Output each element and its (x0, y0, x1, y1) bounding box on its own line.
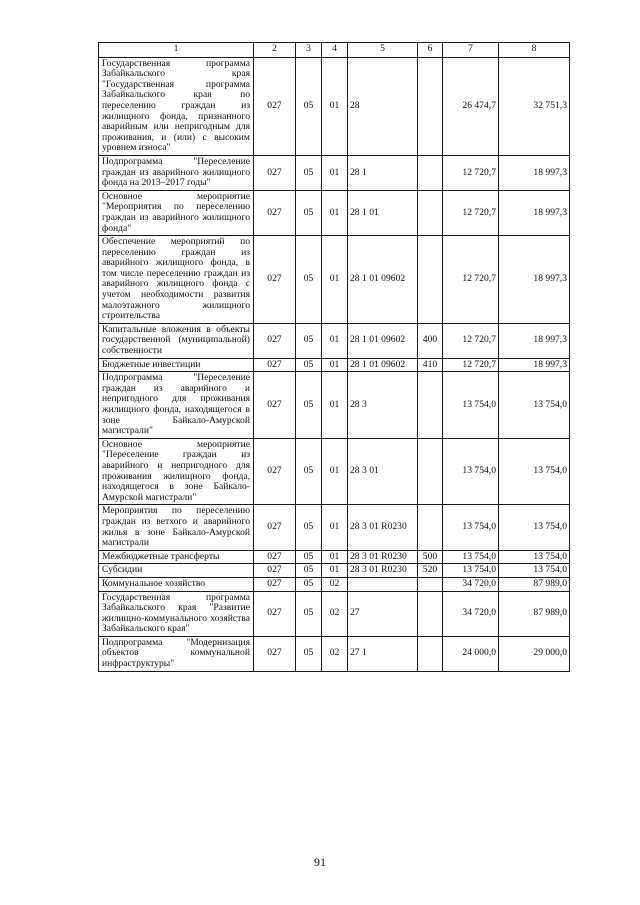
target-article-cell: 28 (348, 57, 418, 155)
amount-year-1-cell: 12 720,7 (443, 155, 499, 190)
expense-type-cell: 410 (418, 358, 443, 372)
item-name-cell: Межбюджетные трансферты (99, 550, 254, 564)
target-article-cell: 27 1 (348, 636, 418, 671)
target-article-cell: 28 3 01 R0230 (348, 550, 418, 564)
expense-type-cell (418, 155, 443, 190)
target-article-cell: 28 3 01 (348, 438, 418, 505)
subsection-code-cell: 01 (322, 372, 348, 439)
page-number: 91 (314, 855, 326, 869)
table-row (99, 155, 570, 190)
target-article-cell: 27 (348, 591, 418, 636)
amount-year-1-cell: 12 720,7 (443, 236, 499, 324)
item-name-cell: Подпрограмма "Модернизация объектов коммунальной инфраструктуры" (99, 636, 254, 671)
expense-type-cell: 520 (418, 564, 443, 578)
amount-year-1-cell: 13 754,0 (443, 564, 499, 578)
ministry-code-cell: 027 (254, 577, 296, 591)
ministry-code-cell: 027 (254, 505, 296, 550)
table-row (99, 564, 570, 578)
expense-type-cell (418, 190, 443, 235)
expense-type-cell (418, 577, 443, 591)
section-code-cell: 05 (296, 57, 322, 155)
ministry-code-cell: 027 (254, 438, 296, 505)
target-article-cell (348, 577, 418, 591)
ministry-code-cell: 027 (254, 155, 296, 190)
amount-year-2-cell: 32 751,3 (499, 57, 570, 155)
amount-year-2-cell: 29 000,0 (499, 636, 570, 671)
amount-year-2-cell: 13 754,0 (499, 550, 570, 564)
target-article-cell: 28 1 01 09602 (348, 358, 418, 372)
table-row (99, 358, 570, 372)
amount-year-2-cell: 87 989,0 (499, 577, 570, 591)
section-code-cell: 05 (296, 323, 322, 358)
ministry-code-cell: 027 (254, 190, 296, 235)
column-number-row (99, 43, 570, 58)
item-name-cell: Основное мероприятие "Переселение граждан из аварийного и непригодного для проживания жилищного фонда, находящегося в зоне Байкало-Амурской магистрали" (99, 438, 254, 505)
amount-year-1-cell: 34 720,0 (443, 577, 499, 591)
column-header: 7 (443, 43, 499, 58)
item-name-cell: Подпрограмма "Переселение граждан из аварийного жилищного фонда на 2013–2017 годы" (99, 155, 254, 190)
subsection-code-cell: 01 (322, 323, 348, 358)
subsection-code-cell: 02 (322, 591, 348, 636)
table-row (99, 372, 570, 439)
amount-year-2-cell: 13 754,0 (499, 372, 570, 439)
column-header: 4 (322, 43, 348, 58)
section-code-cell: 05 (296, 591, 322, 636)
column-header: 8 (499, 43, 570, 58)
expense-type-cell (418, 57, 443, 155)
section-code-cell: 05 (296, 636, 322, 671)
ministry-code-cell: 027 (254, 591, 296, 636)
subsection-code-cell: 01 (322, 438, 348, 505)
item-name-cell: Мероприятия по переселению граждан из ветхого и аварийного жилья в зоне Байкало-Амурской магистрали (99, 505, 254, 550)
expense-type-cell: 400 (418, 323, 443, 358)
expense-type-cell (418, 438, 443, 505)
expense-type-cell: 500 (418, 550, 443, 564)
section-code-cell: 05 (296, 438, 322, 505)
subsection-code-cell: 01 (322, 505, 348, 550)
item-name-cell: Обеспечение мероприятий по переселению граждан из аварийного жилищного фонда, в том числе переселению граждан из аварийного жилищного фонда с учетом необходимости развития малоэтажного жилищного строительства (99, 236, 254, 324)
ministry-code-cell: 027 (254, 57, 296, 155)
item-name-cell: Основное мероприятие "Мероприятия по переселению граждан из аварийного жилищного фонда" (99, 190, 254, 235)
section-code-cell: 05 (296, 505, 322, 550)
ministry-code-cell: 027 (254, 323, 296, 358)
target-article-cell: 28 3 01 R0230 (348, 505, 418, 550)
subsection-code-cell: 01 (322, 358, 348, 372)
column-header: 1 (99, 43, 254, 58)
item-name-cell: Коммунальное хозяйство (99, 577, 254, 591)
section-code-cell: 05 (296, 372, 322, 439)
ministry-code-cell: 027 (254, 358, 296, 372)
amount-year-2-cell: 13 754,0 (499, 438, 570, 505)
amount-year-1-cell: 26 474,7 (443, 57, 499, 155)
amount-year-2-cell: 13 754,0 (499, 505, 570, 550)
amount-year-2-cell: 18 997,3 (499, 155, 570, 190)
table-row (99, 236, 570, 324)
expense-type-cell (418, 372, 443, 439)
table-row (99, 438, 570, 505)
amount-year-1-cell: 13 754,0 (443, 372, 499, 439)
item-name-cell: Капитальные вложения в объекты государственной (муниципальной) собственности (99, 323, 254, 358)
section-code-cell: 05 (296, 564, 322, 578)
amount-year-1-cell: 13 754,0 (443, 438, 499, 505)
table-row (99, 577, 570, 591)
section-code-cell: 05 (296, 550, 322, 564)
expense-type-cell (418, 236, 443, 324)
table-row (99, 505, 570, 550)
amount-year-2-cell: 87 989,0 (499, 591, 570, 636)
target-article-cell: 28 1 01 09602 (348, 236, 418, 324)
section-code-cell: 05 (296, 358, 322, 372)
amount-year-2-cell: 18 997,3 (499, 358, 570, 372)
amount-year-1-cell: 24 000,0 (443, 636, 499, 671)
amount-year-1-cell: 13 754,0 (443, 505, 499, 550)
subsection-code-cell: 02 (322, 636, 348, 671)
table-row (99, 323, 570, 358)
target-article-cell: 28 3 (348, 372, 418, 439)
ministry-code-cell: 027 (254, 236, 296, 324)
ministry-code-cell: 027 (254, 372, 296, 439)
expense-type-cell (418, 505, 443, 550)
subsection-code-cell: 01 (322, 550, 348, 564)
target-article-cell: 28 1 01 (348, 190, 418, 235)
section-code-cell: 05 (296, 155, 322, 190)
target-article-cell: 28 3 01 R0230 (348, 564, 418, 578)
subsection-code-cell: 01 (322, 564, 348, 578)
table-row (99, 591, 570, 636)
amount-year-1-cell: 12 720,7 (443, 323, 499, 358)
column-header: 2 (254, 43, 296, 58)
subsection-code-cell: 01 (322, 155, 348, 190)
section-code-cell: 05 (296, 190, 322, 235)
item-name-cell: Государственная программа Забайкальского края "Развитие жилищно-коммунального хозяйства Забайкальского края" (99, 591, 254, 636)
ministry-code-cell: 027 (254, 636, 296, 671)
column-header: 3 (296, 43, 322, 58)
amount-year-2-cell: 13 754,0 (499, 564, 570, 578)
table-row (99, 550, 570, 564)
column-header: 6 (418, 43, 443, 58)
amount-year-2-cell: 18 997,3 (499, 323, 570, 358)
subsection-code-cell: 01 (322, 57, 348, 155)
target-article-cell: 28 1 (348, 155, 418, 190)
amount-year-1-cell: 13 754,0 (443, 550, 499, 564)
amount-year-1-cell: 12 720,7 (443, 358, 499, 372)
item-name-cell: Государственная программа Забайкальского края "Государственная программа Забайкальского края по переселению граждан из жилищного фонда, признанного аварийным или непригодным для проживания, и (или) с высоким уровнем износа" (99, 57, 254, 155)
section-code-cell: 05 (296, 236, 322, 324)
ministry-code-cell: 027 (254, 564, 296, 578)
subsection-code-cell: 02 (322, 577, 348, 591)
item-name-cell: Подпрограмма "Переселение граждан из аварийного и непригодного для проживания жилищного фонда, находящегося в зоне Байкало-Амурской магистрали" (99, 372, 254, 439)
table-row (99, 636, 570, 671)
column-header: 5 (348, 43, 418, 58)
subsection-code-cell: 01 (322, 190, 348, 235)
budget-table (98, 42, 570, 672)
amount-year-1-cell: 12 720,7 (443, 190, 499, 235)
amount-year-1-cell: 34 720,0 (443, 591, 499, 636)
subsection-code-cell: 01 (322, 236, 348, 324)
amount-year-2-cell: 18 997,3 (499, 190, 570, 235)
expense-type-cell (418, 636, 443, 671)
ministry-code-cell: 027 (254, 550, 296, 564)
expense-type-cell (418, 591, 443, 636)
section-code-cell: 05 (296, 577, 322, 591)
item-name-cell: Субсидии (99, 564, 254, 578)
amount-year-2-cell: 18 997,3 (499, 236, 570, 324)
table-row (99, 190, 570, 235)
target-article-cell: 28 1 01 09602 (348, 323, 418, 358)
table-row (99, 57, 570, 155)
item-name-cell: Бюджетные инвестиции (99, 358, 254, 372)
